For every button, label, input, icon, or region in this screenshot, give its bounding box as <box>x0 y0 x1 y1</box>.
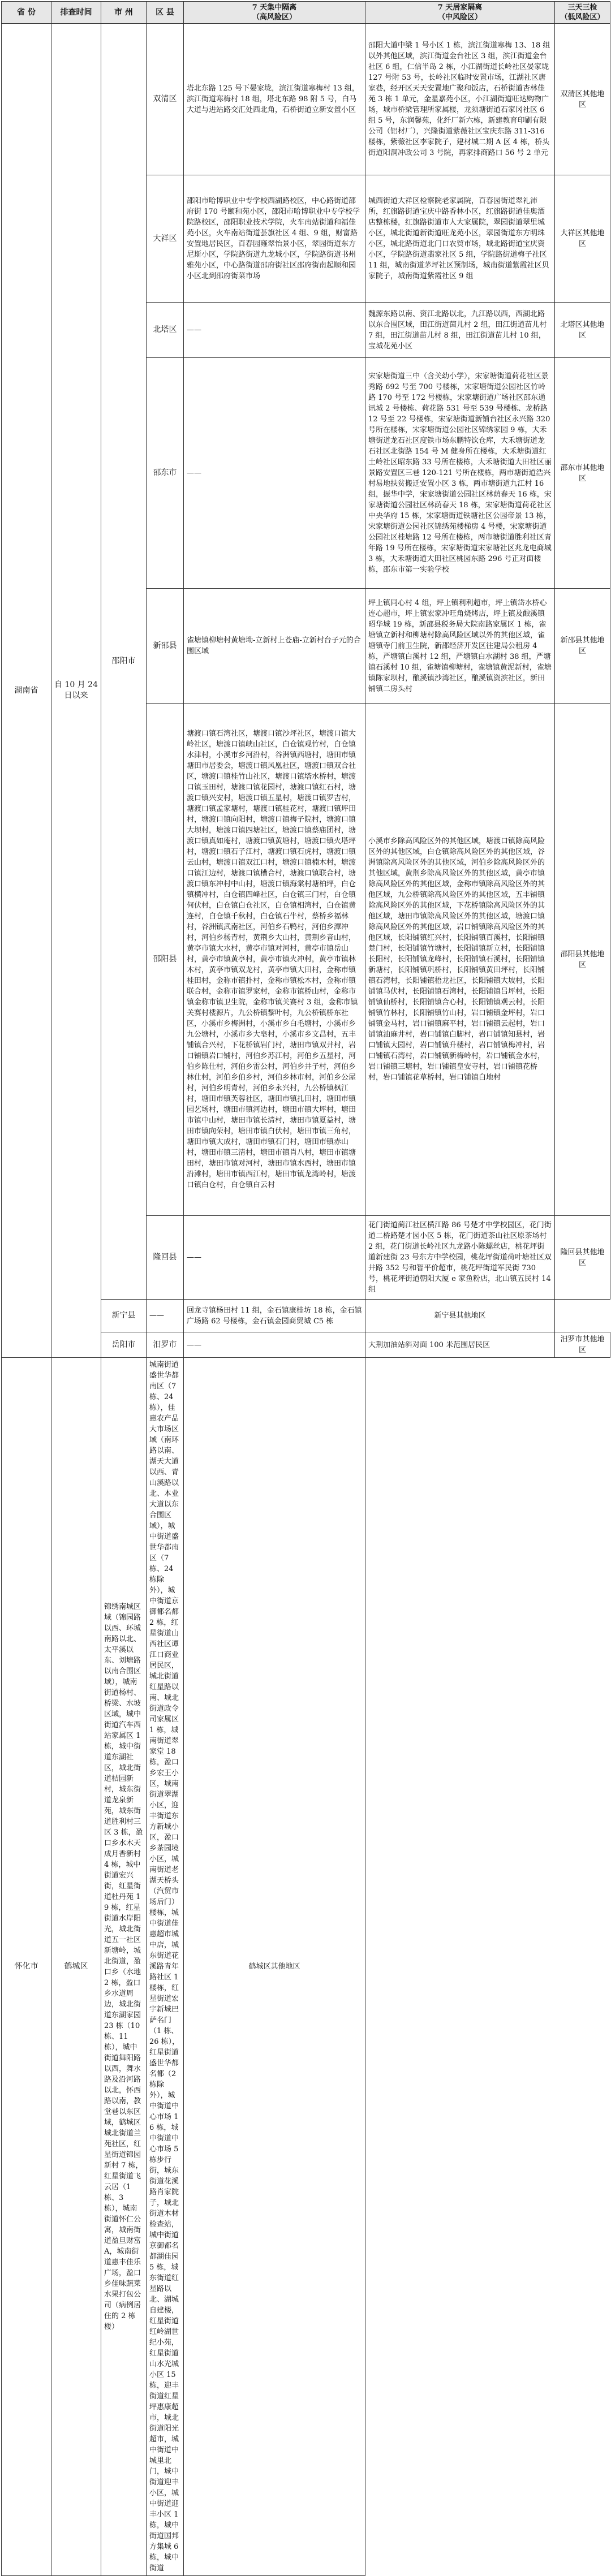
province-cell: 湖南省 <box>2 24 51 1358</box>
low-risk-cell: 邵阳县其他地区 <box>555 704 610 1216</box>
table-row <box>2 1358 610 2576</box>
header-mid-risk <box>365 2 555 24</box>
county-cell: 大祥区 <box>147 175 184 303</box>
table-row <box>2 24 610 175</box>
low-risk-cell: 隆回县其他地区 <box>555 1216 610 1300</box>
header-county: 区 县 <box>147 2 184 24</box>
mid-risk-cell: 花门街道蔺江社区横江路 86 号楚才中学校园区，花门街道二桥路楚才园小区 5 栋，花门街道茶山社区原茶场村 2 组，花门街道长岭社区九龙路小陈螺丝店，桃花坪街道新建街 23 号东方中学校园，桃花坪街道荷叶塘社区双井路 352 号和智平价超市，桃花坪街道军民街 730 号，桃花坪街道朝阳大厦 e 家鱼粉店，北山镇五民村 14 组 <box>365 1216 555 1300</box>
high-risk-cell: —— <box>184 1332 365 1358</box>
high-risk-cell: 塔北东路 125 号下晏家垅，滨江街道寒梅村 13 组，滨江街道寒梅村 18 组，塔北东路 98 附 5 号，白马大道与进站路交汇处西北角，石桥街道立新安置小区 <box>184 24 365 175</box>
header-province: 省 份 <box>2 2 51 24</box>
header-mid-risk-line1: 7 天居家隔离 <box>437 3 483 12</box>
high-risk-cell: —— <box>184 358 365 589</box>
mid-risk-cell: 城西街道大祥区检察院老家属院，百春园街道翠礼沛所，红旗路街道宝庆中路香林小区，红旗路街道佳奥酒店整栋楼，红旗路街道市人大家属院，翠园街道翠里城小区，城北街道新街道旺龙苑小区，翠园街道东方明珠小区，城北路街道北门口农贸市场，城北路街道宝庆资小区，学院路街道翡家社区 5 组，学院路街道梅子社区 11 组，城南街道茅坪社区预制场，城南街道紫霞社区贝家院子，城南街道紫霞社区 9 组 <box>365 175 555 303</box>
low-risk-cell: 鹤城区其他地区 <box>184 1358 365 2576</box>
county-cell: 新宁县 <box>101 1300 147 1332</box>
header-high-risk-line1: 7 天集中隔离 <box>252 3 297 12</box>
high-risk-cell: —— <box>147 1300 184 1332</box>
mid-risk-cell: 回龙寺镇杨田村 11 组，金石镇康桂坊 18 栋，金石镇广场路 62 号楼栋，金石镇金园商贸城 C5 栋 <box>184 1300 365 1332</box>
low-risk-cell: 双清区其他地区 <box>555 24 610 175</box>
county-cell: 双清区 <box>147 24 184 175</box>
high-risk-cell: 雀塘镇柳塘村黄塘坳-立新村上苍庙-立新村台子元的合围区域 <box>184 589 365 704</box>
low-risk-cell: 汨罗市其他地区 <box>555 1332 610 1358</box>
county-cell: 鹤城区 <box>51 1358 101 2576</box>
header-low-risk-line1: 三天三检 <box>567 3 597 12</box>
risk-area-table <box>1 1 610 2576</box>
mid-risk-cell: 魏源东路以南、资江北路以北，九江路以西，西湖北路以东合围区域，田江街道茵儿村 2 组，田江街道苗儿村 7 组，田江街道苗儿村 8 组，田江街道苗儿村 10 组，宝城花苑小区 <box>365 303 555 358</box>
county-cell: 隆回县 <box>147 1216 184 1300</box>
mid-risk-cell: 小溪市乡除高风险区外的其他区域，塘渡口镇除高风险区外的其他区域，白仓镇除高风险区外的其他区域，谷洲镇除高风险区外的其他区域，河伯乡除高风险区外的其他区域，黄荆乡除高风险区外的其他区域，黄亭市镇除高风险区外的其他区域，金称市镇除高风险区外的其他区域，九公桥镇除高风险区外的其他区域，五丰铺镇除高风险区外的其他区域，下花桥镇除高风险区外的其他区域，塘田市镇除高风险区外的其他区域，塘渡口镇除高风险区外的其他区域，岩口铺镇除高风险区外的其他区域，长阳铺镇红兴村，长阳铺镇百溪村，长阳铺镇楚门村，长阳铺镇竹塘村，长阳铺镇新立村，长阳铺镇长阳村，长阳铺镇龙峰村，长阳铺镇石溪村，长阳铺镇新塘村，长阳铺镇巩桥村，长阳铺镇黄田坪村，长阳铺镇石湾村，长阳铺镇梧龙社区，长阳铺镇大坡村，长阳铺镇马伏村，长阳铺镇石湾村，长阳铺镇吕坪村，长阳铺镇仙桥村，长阳铺镇合心村，长阳铺镇观云村，长阳铺镇竹林村，长阳铺镇竹山村，岩口铺镇金坪村，岩口铺镇金马村，岩口铺镇麻平村，岩口铺镇云起村，岩口铺镇油麻井村，岩口铺镇白脚村，岩口铺镇知县村，岩口铺镇大园村，岩口铺镇升楼村，岩口铺镇梅冲村，岩口铺镇石湾村，岩口铺镇新梅岭村，岩口铺镇金水村，岩口铺镇三塘村，岩口铺镇皇安寺村，岩口铺镇花桥村，岩口铺镇花草桥村，岩口铺镇白地村 <box>365 704 555 1216</box>
mid-risk-cell: 邵阳大道中梁 1 号小区 1 栋，滨江街道寒梅 13、18 组以外其他区域，滨江街道金台社区 3 组，滨江街道金台社区 6 组，仁信半岛 2 栋，小江湖街道长岭社区晏家垅 127 号附 53 号，长岭社区临时安置市场，江湖社区唐家巷，经开区天天安置地广聚和饭店，石桥街道杏林佳苑 3 栋 1 单元，金星嘉苑小区，小江湖街道旺达购物广场，城市桥梁管理所家属楼，龙须塘街道石家冈社区 6 组 5 号，东润馨苑，化纤厂新六栋，新建教育印刷有限公司（铝材厂），兴隆街道紫薇社区宝庆东路 311-316 楼栋，紫薇社区李家院子，建材城二期 A 区 4 栋，桥头街道阳洞冲政公司 3 号院，再家排商路口 56 号 2 单元 <box>365 24 555 175</box>
county-cell: 新邵县 <box>147 589 184 704</box>
header-low-risk <box>555 2 610 24</box>
low-risk-cell: 邵东市其他地区 <box>555 358 610 589</box>
low-risk-cell: 大祥区其他地区 <box>555 175 610 303</box>
city-cell: 邵阳市 <box>101 24 147 1300</box>
county-cell: 汨罗市 <box>147 1332 184 1358</box>
high-risk-cell: 锦绣南城区域（锦园路以西、环城南路以北、太平溪以东、刘塘路以南合围区域），城南街道杨村、桥梁、水坡区域，城中街道汽车西站家属区 1 栋，城中街道东湖社区，城北街道桔园新村，城东街道龙泉新苑，城东街道胜利村三区 3 栋，盈口乡水木天成月香新村 4 栋，城中街道宏兴街，红星街道杜丹苑 19 栋，红星街道水岸阳光，城北街道五一社区新塘岭，城北街道，盈口乡（水地 2 栋，盈口乡水道周边，城北街道东湖家园 23 栋（10 栋、11 栋），城中街道舞阳路以西，舞水路及沿河路以北，怀西路以南，教堂巷以东区域，鹤城区城北街道兰苑社区，红星街道锦园新村 7 栋，红星街道飞云居（1 栋、3 栋），城南街道怀仁公寓，城南街道盈旦财富 A，城南街道惠丰佳乐广场，盈口乡佳味蔬菜水果打包公司（病例居住的 2 栋楼） <box>101 1358 147 2576</box>
high-risk-cell: —— <box>184 1216 365 1300</box>
header-mid-risk-line2: （中风险区） <box>437 13 482 21</box>
header-row <box>2 2 610 24</box>
high-risk-cell: —— <box>184 303 365 358</box>
header-low-risk-line2: （低风险区） <box>560 13 605 21</box>
county-cell: 北塔区 <box>147 303 184 358</box>
mid-risk-cell: 大荆加油站斜对面 100 米范围居民区 <box>365 1332 555 1358</box>
low-risk-cell: 新邵县其他地区 <box>555 589 610 704</box>
city-cell: 怀化市 <box>2 1358 51 2576</box>
high-risk-cell: 邵阳市哈博职业中专学校西湖路校区，中心路街道邵府街 170 号颐和苑小区，邵阳市哈博职业中专学校学院路校区，邵阳职业技术学院，火车南站街道和福佳苑小区，火车南站街道荟旗社区 4 组、9 组，财富路安置地居民区，百春园雍翠怡景小区，翠园街道东方尼斯小区，学院路街道九龙城小区，学院路街道书州雅苑小区，中心路街道邵府街社区邵府街南起顺和园小区北到邵府街菜市场 <box>184 175 365 303</box>
county-cell: 邵东市 <box>147 358 184 589</box>
header-city: 市 州 <box>101 2 147 24</box>
mid-risk-cell: 宋家塘街道三中（含关幼小学），宋家塘街道荷花社区景秀路 692 号至 700 号楼栋，宋家塘街道公园社区竹岭路 170 号至 172 号楼栋，宋家塘街道广场社区邵东通讯城 2 号楼栋、荷花路 531 号至 539 号楼栋、龙桥路 12 号至 22 号楼栋，宋家塘街道新铺台社区永兴路 320 号所在楼栋，宋家塘街道公园社区锦绣家园 9 栋，大禾塘街道龙石社区度铁市场东鹏特饮仓库，大禾塘街道龙石社区北街路 154 号 M 健身所在楼栋，大禾塘街道红土岭社区昭东路 33 号所在楼栋，大禾塘街道大田社区丽景路安置区三巷 120-121 号所在楼栋，两市塘街道浩兴村易地扶贫搬迁安置小区 3 栋，两市塘街道九江村 16 组，振华中学，宋家塘街道公园社区林荫春天 16 栋，宋家塘街道公园社区林荫春天 18 栋，宋家塘街道荷花社区中央华府 15 栋，宋家塘街道铁塘社区公园帝景 13 栋，宋家塘街道公园社区锦绣苑楼梯房 4 号楼，宋家塘街道公园社区桂塘路 12 号所在楼栋，两市塘街道胜利社区青年路 19 号所在楼栋，宋家塘街道宋家塘社区兆龙电商城 3 栋，大禾塘街道大田社区桃园东路 296 号正对面楼栋，邵东市第一实验学校 <box>365 358 555 589</box>
header-high-risk-line2: （高风险区） <box>252 13 296 21</box>
header-high-risk <box>184 2 365 24</box>
time-cell: 自 10 月 24 日以来 <box>51 24 101 1358</box>
low-risk-cell: 新宁县其他地区 <box>365 1300 555 1332</box>
mid-risk-cell: 坪上镇同心村 4 组，坪上镇利利超市，坪上镇岱水桥心连心超市，坪上镇宏家冲旺角烧烤店，坪上镇及酿溪镇昭华城 19 栋，新邵县税务局大院南路家属区 1 栋，雀塘镇立新村和柳塘村除高风险区域以外的其他区域，雀塘镇寺门前卫生院，新邵经济开发区往建局公租房 4 栋，严塘镇白溪村 12 组，严塘镇白水湖村 38 组，严塘镇石溪村 10 组，雀塘镇柳塘村，雀塘镇黄泥新村，雀塘镇陈家坝村，酿溪镇沙湾社区，酿溪镇资滨社区，新田铺镇二房头村 <box>365 589 555 704</box>
city-cell: 岳阳市 <box>101 1332 147 1358</box>
county-cell: 邵阳县 <box>147 704 184 1216</box>
low-risk-cell: 北塔区其他地区 <box>555 303 610 358</box>
high-risk-cell: 塘渡口镇石湾社区，塘渡口镇沙坪社区，塘渡口镇大岭社区，塘渡口镇峡山社区，白仓镇观竹村，白仓镇水津村，小溪市乡河沿村，谷洲镇西塘村，塘田市镇塘田市居委会，塘渡口镇风凰社区，塘渡口镇双合社区，塘渡口镇桂竹山社区，塘渡口镇塔水桥村，塘渡口镇玉田村，塘渡口镇花园村，塘渡口镇红石村，塘渡口镇兴安村，塘渡口镇五星村，塘渡口镇罗吉村，塘渡口镇孟家塘村，塘渡口镇桂花村，塘渡口镇坪田村，塘渡口镇向阳村，塘渡口镇梅子院村，塘渡口镇大坝村，塘渡口镇四塘社区，塘渡口镇蔡庙团村，塘渡口镇真如庵村，塘渡口镇黄塘村，塘渡口镇火塔坪村，塘渡口镇石子江村，塘渡口镇石虎村，塘渡口镇云山村，塘渡口镇双江口村，塘渡口镇楠木村，塘渡口镇江边村，塘渡口镇槽合村，塘渡口镇联合村，塘渡口镇东冲村中山村，塘渡口镇海棠村塘柏坪，白仓镇横冲村，白仓镇四峰社区，白仓镇三门村，白仓镇何伏村，白仓镇白仓社区，白仓镇相湾村，白仓镇黄连村，白仓镇千秋村，白仓镇石牛村，蔡桥乡福林村，谷洲镇武南社区，河伯乡石鸭村，河伯乡潭冲村，河伯乡杨青村，黄荆乡大山村，黄荆乡音山村，黄亭市镇大水村，黄亭市镇对河村，黄亭市镇岳山村，黄亭市镇黄亭村，黄亭市镇火冲村，黄亭市镇林木村，黄亭市镇双龙村，黄亭市镇大田村，金称市镇桂田村，金称市镇扑村，金称市镇松木村，金称市镇联合村，金称市镇罗家村，金称市镇桥山村，金称市镇金称市镇卫生院，金称市镇关赛村 3 组，金称市镇关赛村楼源片，九公桥镇黎叶村，九公桥镇桥东社区，小溪市乡梅洲村，小溪市乡白毛塘村，小溪市乡九公塘村，小溪市乡大皂村，小溪市乡文昌村，五丰铺镇合兴村，下花桥镇岩门村，塘田市镇双井村，岩口铺镇岩口铺村，河伯乡苏江村，河伯乡五星村，河伯乡陈仕村，河伯乡雷公村，河伯乡井子村，河伯乡林仕村，河伯乡伯乡村，河伯乡林市村，河伯乡公屋村，河伯乡明青村，河伯乡永兴村，九公桥镇枫江村，塘田市镇芙蓉社区，塘田市镇扎田村，塘田市镇园艺场村，塘田市镇河边村，塘田市镇大坪村，塘田市镇中山村，塘田市镇长清村，塘田市镇夏益村，塘田市镇向荣村，塘田市镇白伏村，塘田市镇三角村，塘田市镇大成村，塘田市镇石门村，塘田市镇赤山村，塘田市镇三清村，塘田市镇肖八村，塘田市镇塘田村，塘田市镇对河村，塘田市镇水西村，塘田市镇沿滩村，塘田市镇西江村，塘田市镇龙湾岭村，塘渡口镇白仓村，白仓镇白云村 <box>184 704 365 1216</box>
mid-risk-cell: 城南街道盛世华都南区（7 栋、24 栋），佳惠农产品大市场区域（南环路以南、湖天大道以西、青山溪路以北、本业大道以东合围区域），城中街道盛世华都南区（7 栋、24 栋除外），城中街道京御都名都 2 栋，红星街道山西社区谭江口商业居民区，城北街道红星路以南、城北街道政令司家属区 1 栋，城南街道翠家堂 18 栋，盈口乡宏王小区，城南街道翠湖小区，迎丰街道东方新城小区，盈口乡茶园境小区，城南街道老湖天桥头（汽贸市场后门）楼栋，城中街道佳惠超市城中店，城东街道花溪路青年路社区 1 楼栋，红星街道宏宇新城巴萨名门（1 栋、26 栋），红星街道盛世华都名都（2 栋除外），城中街道中心市场 16 栋，城中街道中心市场 5 栋步行街，城东街道花溪路肖家院子，城北街道木材检查站，城中街道京御都名都湖佳园 5 栋，城东街道红星路以北、湖城自建楼，红星街道红岭湖世纪小苑，红星街道山水光城小区 15 栋，迎丰街道红星坪惠康超市，城北街道阳光超市，城中街道中城里北门，城中街道迎丰小区，城中街道迎丰小区 1 栋，城中街道国邦方集城 6 栋，城中街道 <box>147 1358 184 2576</box>
header-time: 排查时间 <box>51 2 101 24</box>
